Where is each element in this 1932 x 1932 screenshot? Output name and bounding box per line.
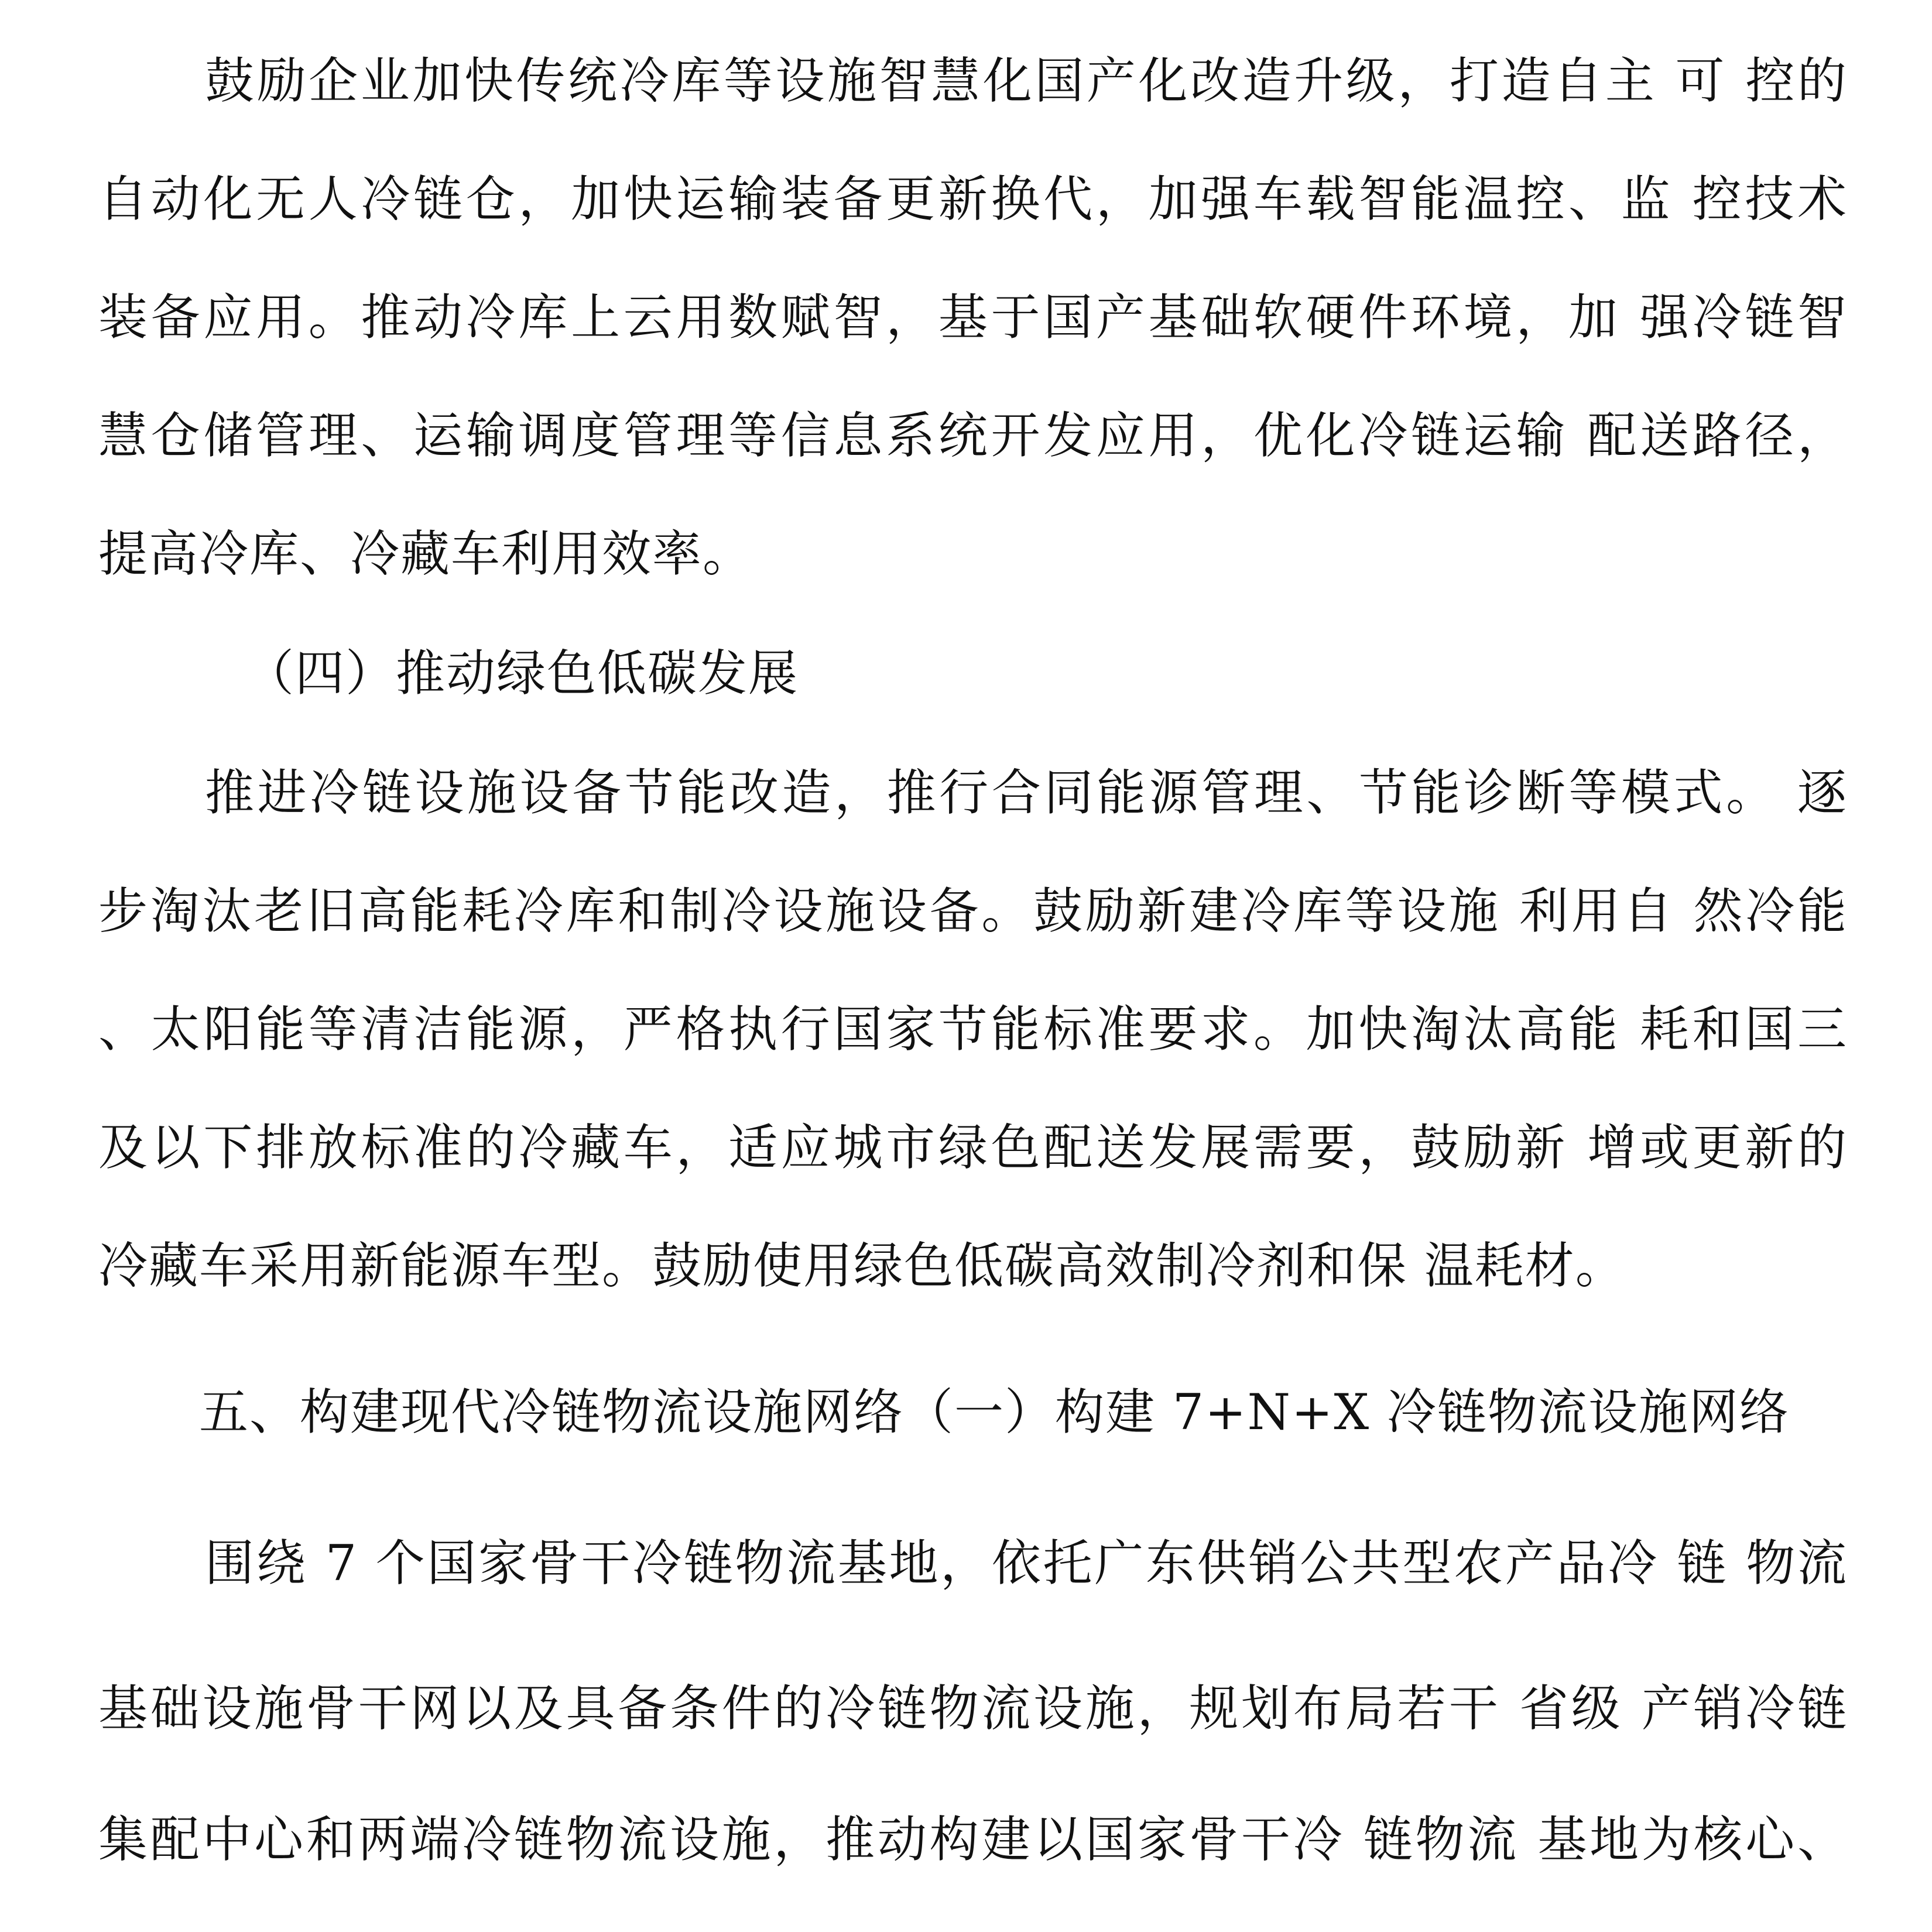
paragraph-1-line-3: 装备应用。推动冷库上云用数赋智，基于国产基础软硬件环境，加 强冷链智 xyxy=(98,289,1848,346)
paragraph-3-line-3: 集配中心和两端冷链物流设施，推动构建以国家骨干冷 链物流 基地为核心、 xyxy=(98,1811,1848,1868)
paragraph-1-line-5: 提高冷库、冷藏车利用效率。 xyxy=(98,525,753,583)
paragraph-2-line-1: 推进冷链设施设备节能改造，推行合同能源管理、节能诊断等模式。 逐 xyxy=(205,764,1848,821)
paragraph-1-line-2: 自动化无人冷链仓，加快运输装备更新换代，加强车载智能温控、监 控技术 xyxy=(98,170,1848,228)
paragraph-2-line-4: 及以下排放标准的冷藏车，适应城市绿色配送发展需要，鼓励新 增或更新的 xyxy=(98,1119,1848,1176)
paragraph-2-line-2: 步淘汰老旧高能耗冷库和制冷设施设备。鼓励新建冷库等设施 利用自 然冷能 xyxy=(98,882,1848,940)
section-heading: 五、构建现代冷链物流设施网络（一）构建 7+N+X 冷链物流设施网络 xyxy=(199,1383,1790,1441)
paragraph-3-line-1: 围绕 7 个国家骨干冷链物流基地，依托广东供销公共型农产品冷 链 物流 xyxy=(205,1534,1848,1592)
paragraph-3-line-2: 基础设施骨干网以及具备条件的冷链物流设施，规划布局若干 省级 产销冷链 xyxy=(98,1680,1848,1737)
paragraph-1-line-4: 慧仓储管理、运输调度管理等信息系统开发应用，优化冷链运输 配送路径， xyxy=(98,407,1848,464)
section-subheading: （四）推动绿色低碳发展 xyxy=(245,645,799,702)
paragraph-2-line-3: 、太阳能等清洁能源，严格执行国家节能标准要求。加快淘汰高能 耗和国三 xyxy=(98,1001,1848,1058)
paragraph-2-line-5: 冷藏车采用新能源车型。鼓励使用绿色低碳高效制冷剂和保 温耗材。 xyxy=(98,1237,1626,1294)
paragraph-1-line-1: 鼓励企业加快传统冷库等设施智慧化国产化改造升级，打造自主 可 控的 xyxy=(205,52,1848,109)
